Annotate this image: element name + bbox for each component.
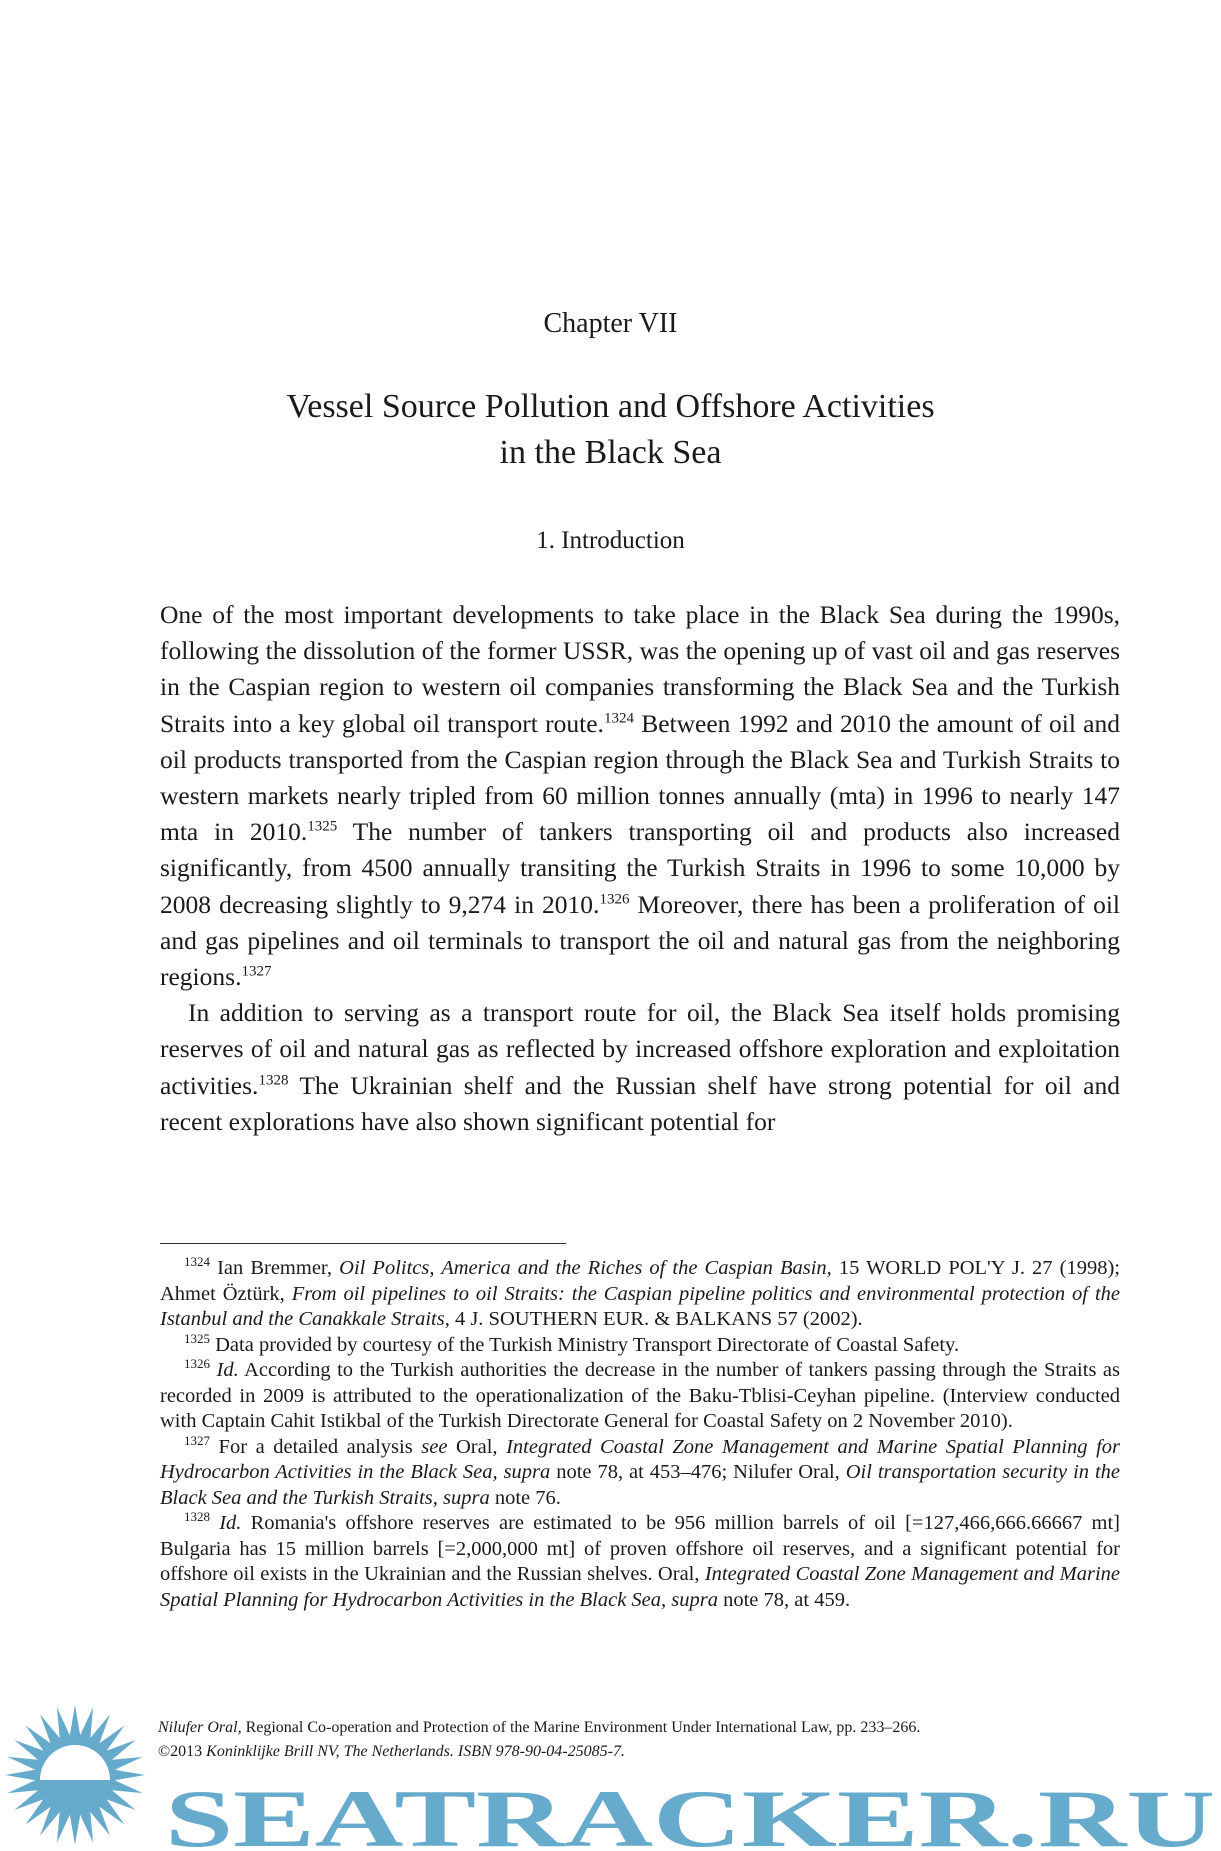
italic-text: Oil transportation security in the Black Sea and the Turkish Straits, supra	[160, 1461, 1120, 1509]
footnote-ref[interactable]: 1324	[603, 710, 634, 727]
footnote-number: 1327	[184, 1432, 210, 1448]
text: Between 1992 and 2010 the amount of oil and oil products transported from the Caspian region through the Black Sea and Turkish Straits to western markets nearly tripled from 60 million tonnes annually (mta) in 1996 to nearly 147 mta in 2010.	[160, 708, 1121, 847]
footnote-ref[interactable]: 1328	[258, 1072, 289, 1089]
sun-icon	[5, 1705, 145, 1845]
italic-text: Oil Politcs, America and the Riches of the Caspian Basin,	[339, 1257, 832, 1279]
footnote-1324	[160, 1256, 1120, 1333]
text: 15 WORLD POL'Y J. 27 (1998); Ahmet Öztürk,	[160, 1257, 1120, 1305]
text: Ian Bremmer,	[210, 1257, 340, 1279]
italic-text: Integrated Coastal Zone Management and Marine Spatial Planning for Hydrocarbon Activities in the Black Sea, supra	[160, 1435, 1120, 1483]
italic-text: see	[421, 1435, 448, 1458]
footnotes	[160, 1256, 1120, 1613]
text: In addition to serving as a transport route for oil, the Black Sea itself holds promising reserves of oil and natural gas as reflected by increased offshore exploration and exploitation activities.	[160, 998, 1120, 1100]
text: Data provided by courtesy of the Turkish Ministry Transport Directorate of Coastal Safety.	[210, 1333, 960, 1356]
isbn: ISBN 978-90-04-25085-7.	[453, 1743, 625, 1760]
text: The Ukrainian shelf and the Russian shelf have strong potential for oil and recent explorations have also shown significant potential for	[160, 1070, 1120, 1136]
citation-text: Regional Co-operation and Protection of the Marine Environment Under International Law, pp. 233–266.	[241, 1719, 921, 1736]
footnote-number: 1324	[184, 1254, 210, 1270]
citation-line	[158, 1716, 920, 1740]
citation-footer	[158, 1716, 920, 1764]
italic-text: Id.	[210, 1512, 242, 1534]
text: note 76.	[489, 1486, 561, 1509]
footnote-ref[interactable]: 1326	[599, 891, 630, 908]
title-line-2: in the Black Sea	[499, 434, 722, 471]
footnote-1325	[160, 1330, 1120, 1359]
text: Moreover, there has been a proliferation of oil and gas pipelines and oil terminals to transport the oil and natural gas from the neighboring regions.	[160, 889, 1120, 992]
footnote-1327	[160, 1432, 1120, 1512]
italic-text: Id.	[210, 1359, 239, 1381]
text: According to the Turkish authorities the decrease in the number of tankers passing through the Straits as recorded in 2009 is attributed to the operationalization of the Baku-Tblisi-Ceyhan pipeline. (Interview conducted with Captain Cahit Istikbal of the Turkish Directorate General for Coastal Safety on 2 November 2010).	[160, 1359, 1120, 1432]
text: Oral,	[447, 1435, 507, 1458]
title-line-1: Vessel Source Pollution and Offshore Activities	[286, 388, 935, 425]
chapter-title	[0, 384, 1221, 476]
italic-text: From oil pipelines to oil Straits: the Caspian pipeline politics and environmental protection of the Istanbul and the Canakkale Straits,	[160, 1282, 1120, 1330]
chapter-label: Chapter VII	[543, 308, 678, 339]
author: Nilufer Oral,	[158, 1719, 242, 1736]
text: note 78, at 459.	[717, 1588, 851, 1611]
publisher: Koninklijke Brill NV, The Netherlands.	[206, 1743, 454, 1760]
text: 4 J. SOUTHERN EUR. & BALKANS 57 (2002).	[449, 1308, 863, 1330]
paragraph-2	[160, 995, 1120, 1140]
footnote-number: 1325	[184, 1330, 210, 1346]
watermark-logo	[0, 1680, 1221, 1851]
paragraph-1	[160, 597, 1120, 995]
text: note 78, at 453–476; Nilufer Oral,	[550, 1461, 846, 1483]
text: One of the most important developments to take place in the Black Sea during the 1990s, following the dissolution of the former USSR, was the opening up of vast oil and gas reserves in the Caspian region to western oil companies transforming the Black Sea and the Turkish Straits into a key global oil transport route.	[160, 600, 1120, 738]
footnote-1328	[160, 1511, 1120, 1613]
footnote-ref[interactable]: 1325	[307, 818, 338, 835]
body-text	[160, 597, 1120, 1140]
watermark-text: SEATRACKER.RU	[165, 1773, 1215, 1851]
text: The number of tankers transporting oil and products also increased significantly, from 4500 annually transiting the Turkish Straits in 1996 to some 10,000 by 2008 decreasing slightly to 9,274 in 2010.	[160, 817, 1121, 919]
section-heading: 1. Introduction	[536, 527, 685, 554]
footnote-number: 1328	[184, 1509, 210, 1525]
text: Romania's offshore reserves are estimated to be 956 million barrels of oil [=127,466,666.66667 mt] Bulgaria has 15 million barrels [=2,000,000 mt] of proven offshore oil reserves, and a significant potential for offshore oil exists in the Ukrainian and the Russian shelves. Oral,	[160, 1512, 1120, 1585]
footnote-1326	[160, 1358, 1120, 1435]
italic-text: Integrated Coastal Zone Management and Marine Spatial Planning for Hydrocarbon Activities in the Black Sea, supra	[160, 1563, 1120, 1611]
text: For a detailed analysis	[210, 1435, 422, 1458]
copyright: ©2013	[158, 1743, 207, 1760]
footnote-number: 1326	[184, 1356, 210, 1372]
footnote-divider	[160, 1243, 566, 1244]
footnote-ref[interactable]: 1327	[241, 963, 272, 980]
copyright-line	[158, 1740, 920, 1764]
